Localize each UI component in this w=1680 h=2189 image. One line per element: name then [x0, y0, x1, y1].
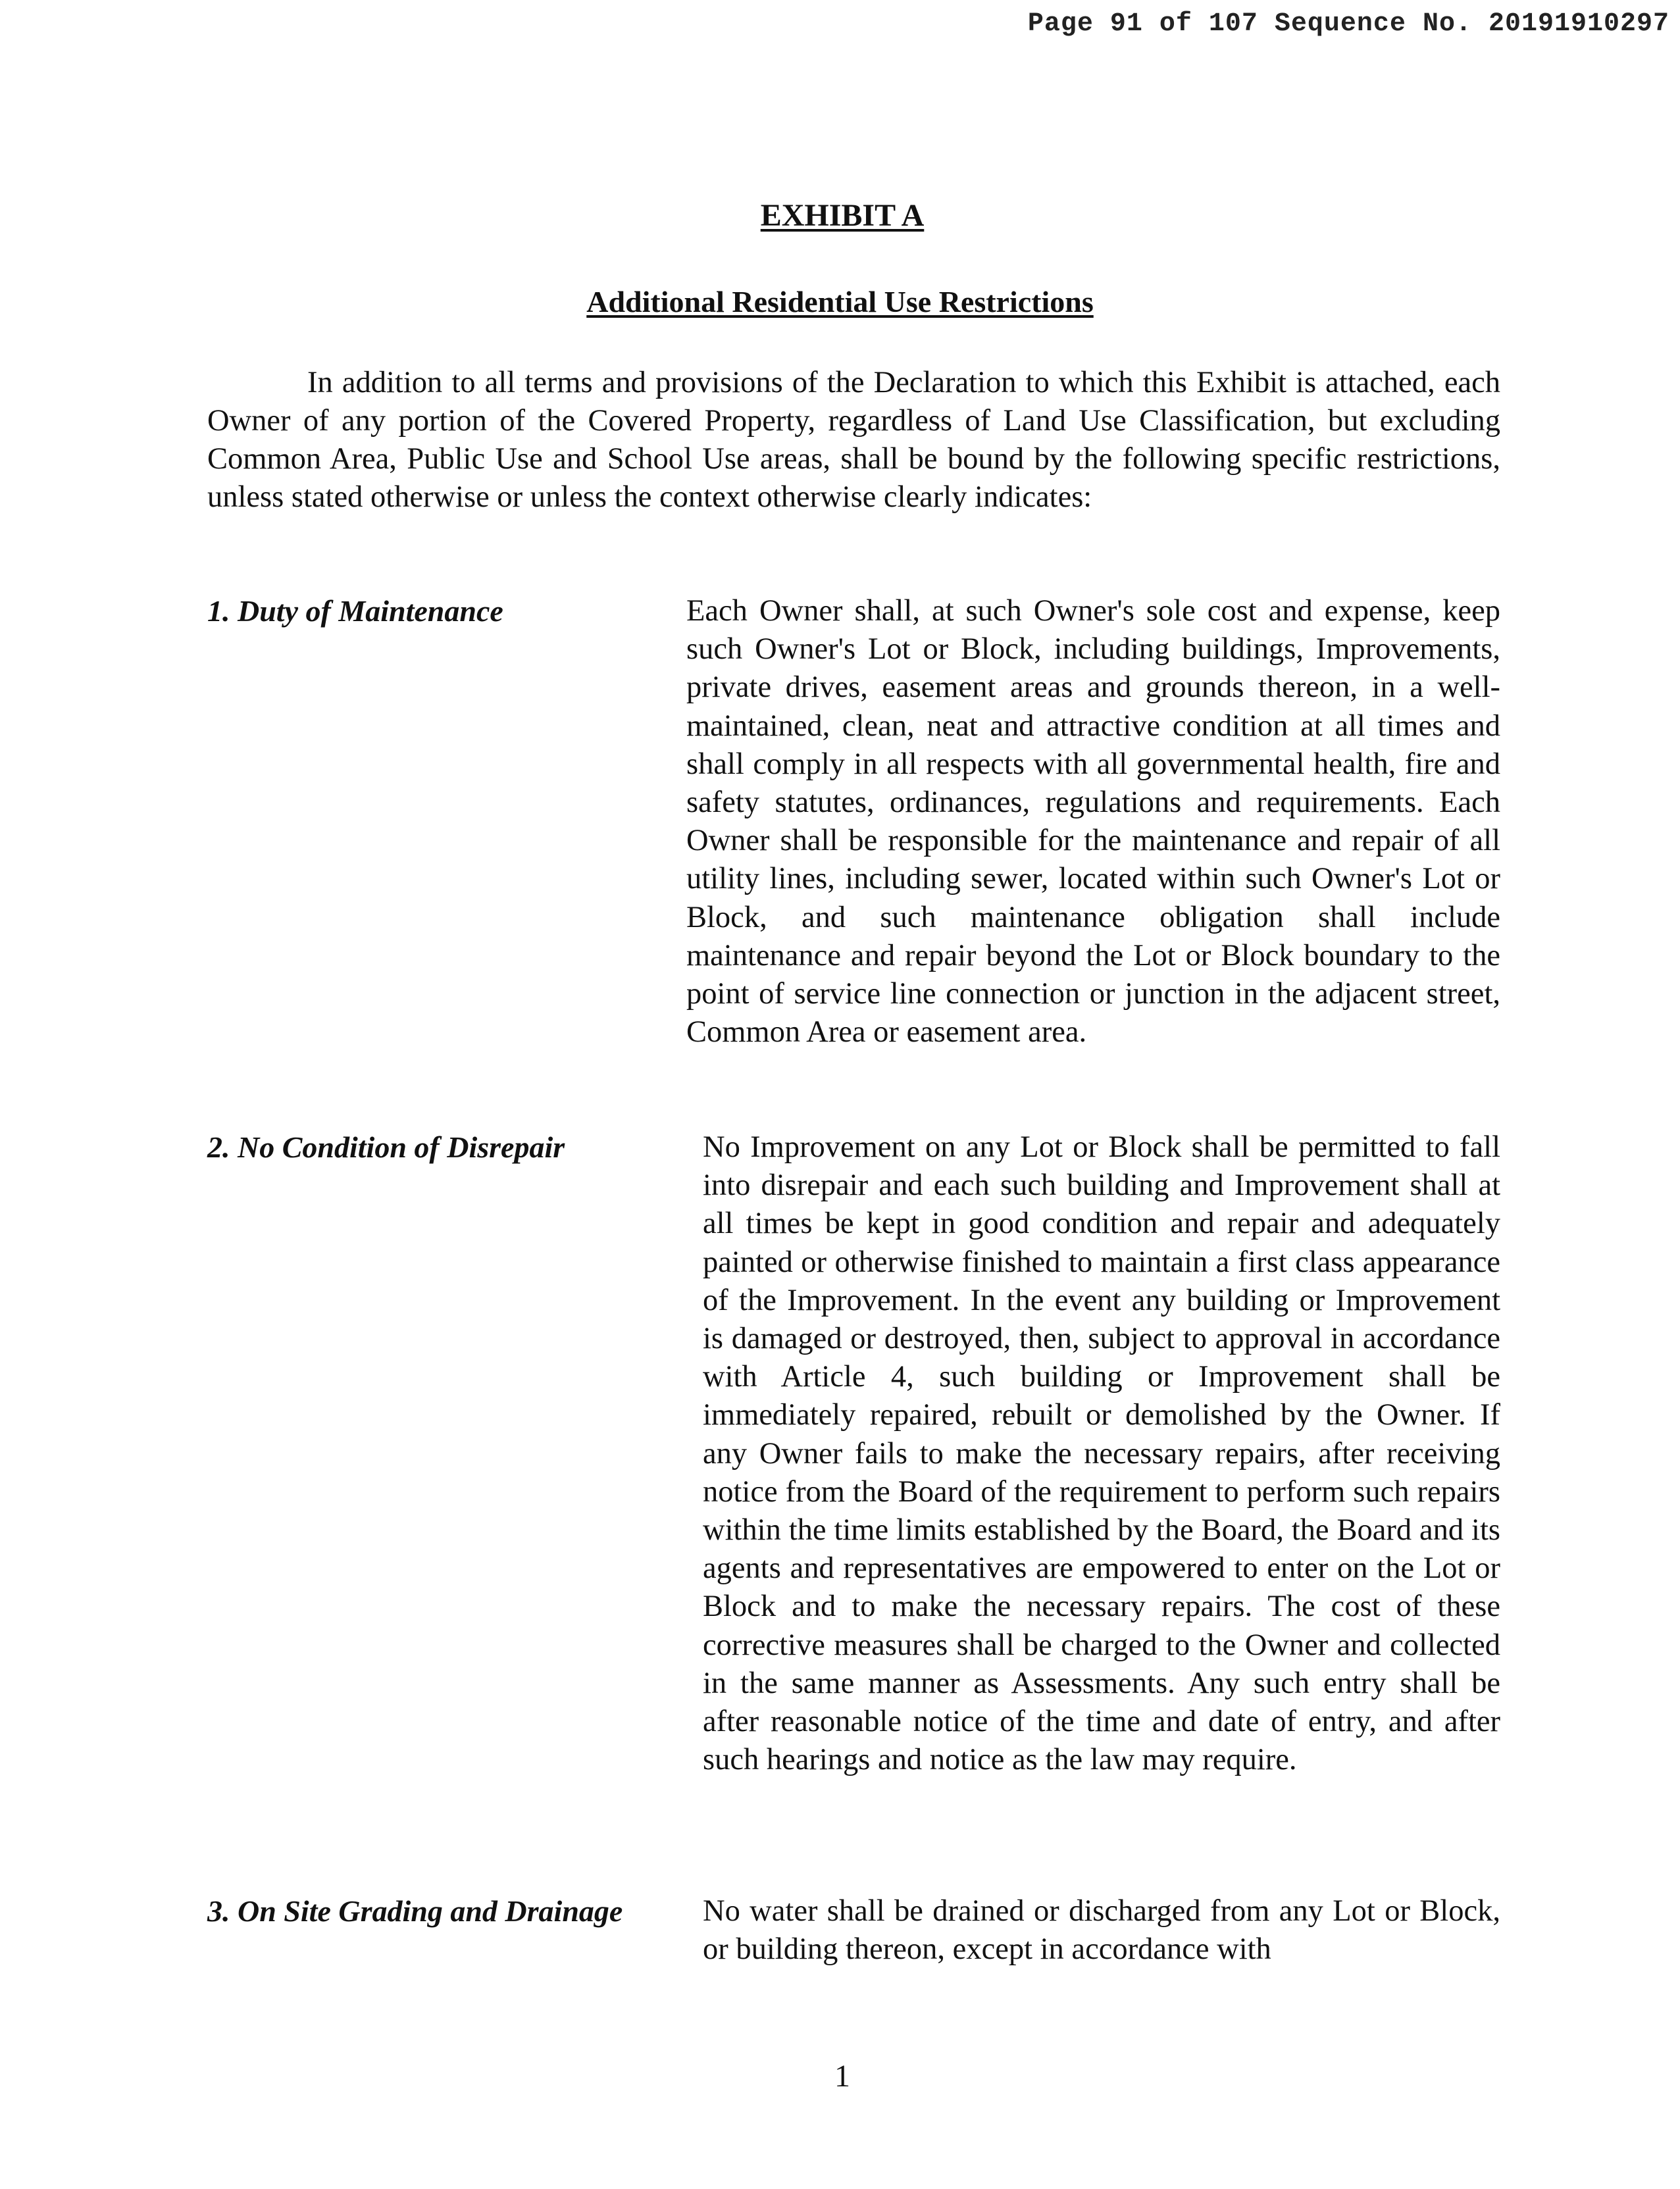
section-heading: 1. Duty of Maintenance: [207, 594, 503, 628]
section-body: No Improvement on any Lot or Block shall be permitted to fall into disrepair and each such building and Improvement shall at all times be kept in good condition and repair and adequately painted or otherwise finished to maintain a first class appearance of the Improvement. In the event any building or Improvement is damaged or destroyed, then, subject to approval in accordance with Article 4, such building or Improvement shall be immediately repaired, rebuilt or demolished by the Owner. If any Owner fails to make the necessary repairs, after receiving notice from the Board of the requirement to perform such repairs within the time limits established by the Board, the Board and its agents and representatives are empowered to enter on the Lot or Block and to make the necessary repairs. The cost of these corrective measures shall be charged to the Owner and collected in the same manner as Assessments. Any such entry shall be after reasonable notice of the time and date of entry, and after such hearings and notice as the law may require.: [703, 1130, 1500, 1777]
section-heading: 3. On Site Grading and Drainage: [207, 1894, 623, 1928]
section-body: No water shall be drained or discharged from any Lot or Block, or building thereon, except in accordance with: [703, 1894, 1500, 1967]
intro-paragraph: In addition to all terms and provisions of the Declaration to which this Exhibit is attached, each Owner of any portion of the Covered Property, regardless of Land Use Classification, but excluding Common Area, Public Use and School Use areas, shall be bound by the following specific restrictions, unless stated otherwise or unless the context otherwise clearly indicates:: [207, 366, 1500, 514]
page-sequence-stamp: Page 91 of 107 Sequence No. 20191910297: [1027, 9, 1669, 39]
exhibit-title: EXHIBIT A: [760, 198, 925, 233]
section-body: Each Owner shall, at such Owner's sole cost and expense, keep such Owner's Lot or Block, including buildings, Improvements, private drives, easement areas and grounds thereon, in a well-maintained, clean, neat and attractive condition at all times and shall comply in all respects with all governmental health, fire and safety statutes, ordinances, regulations and requirements. Each Owner shall be responsible for the maintenance and repair of all utility lines, including sewer, located within such Owner's Lot or Block, and such maintenance obligation shall include maintenance and repair beyond the Lot or Block boundary to the point of service line connection or junction in the adjacent street, Common Area or easement area.: [686, 594, 1500, 1049]
exhibit-subtitle: Additional Residential Use Restrictions: [586, 285, 1094, 318]
section-heading: 2. No Condition of Disrepair: [207, 1130, 565, 1164]
page-number: 1: [834, 2059, 850, 2094]
